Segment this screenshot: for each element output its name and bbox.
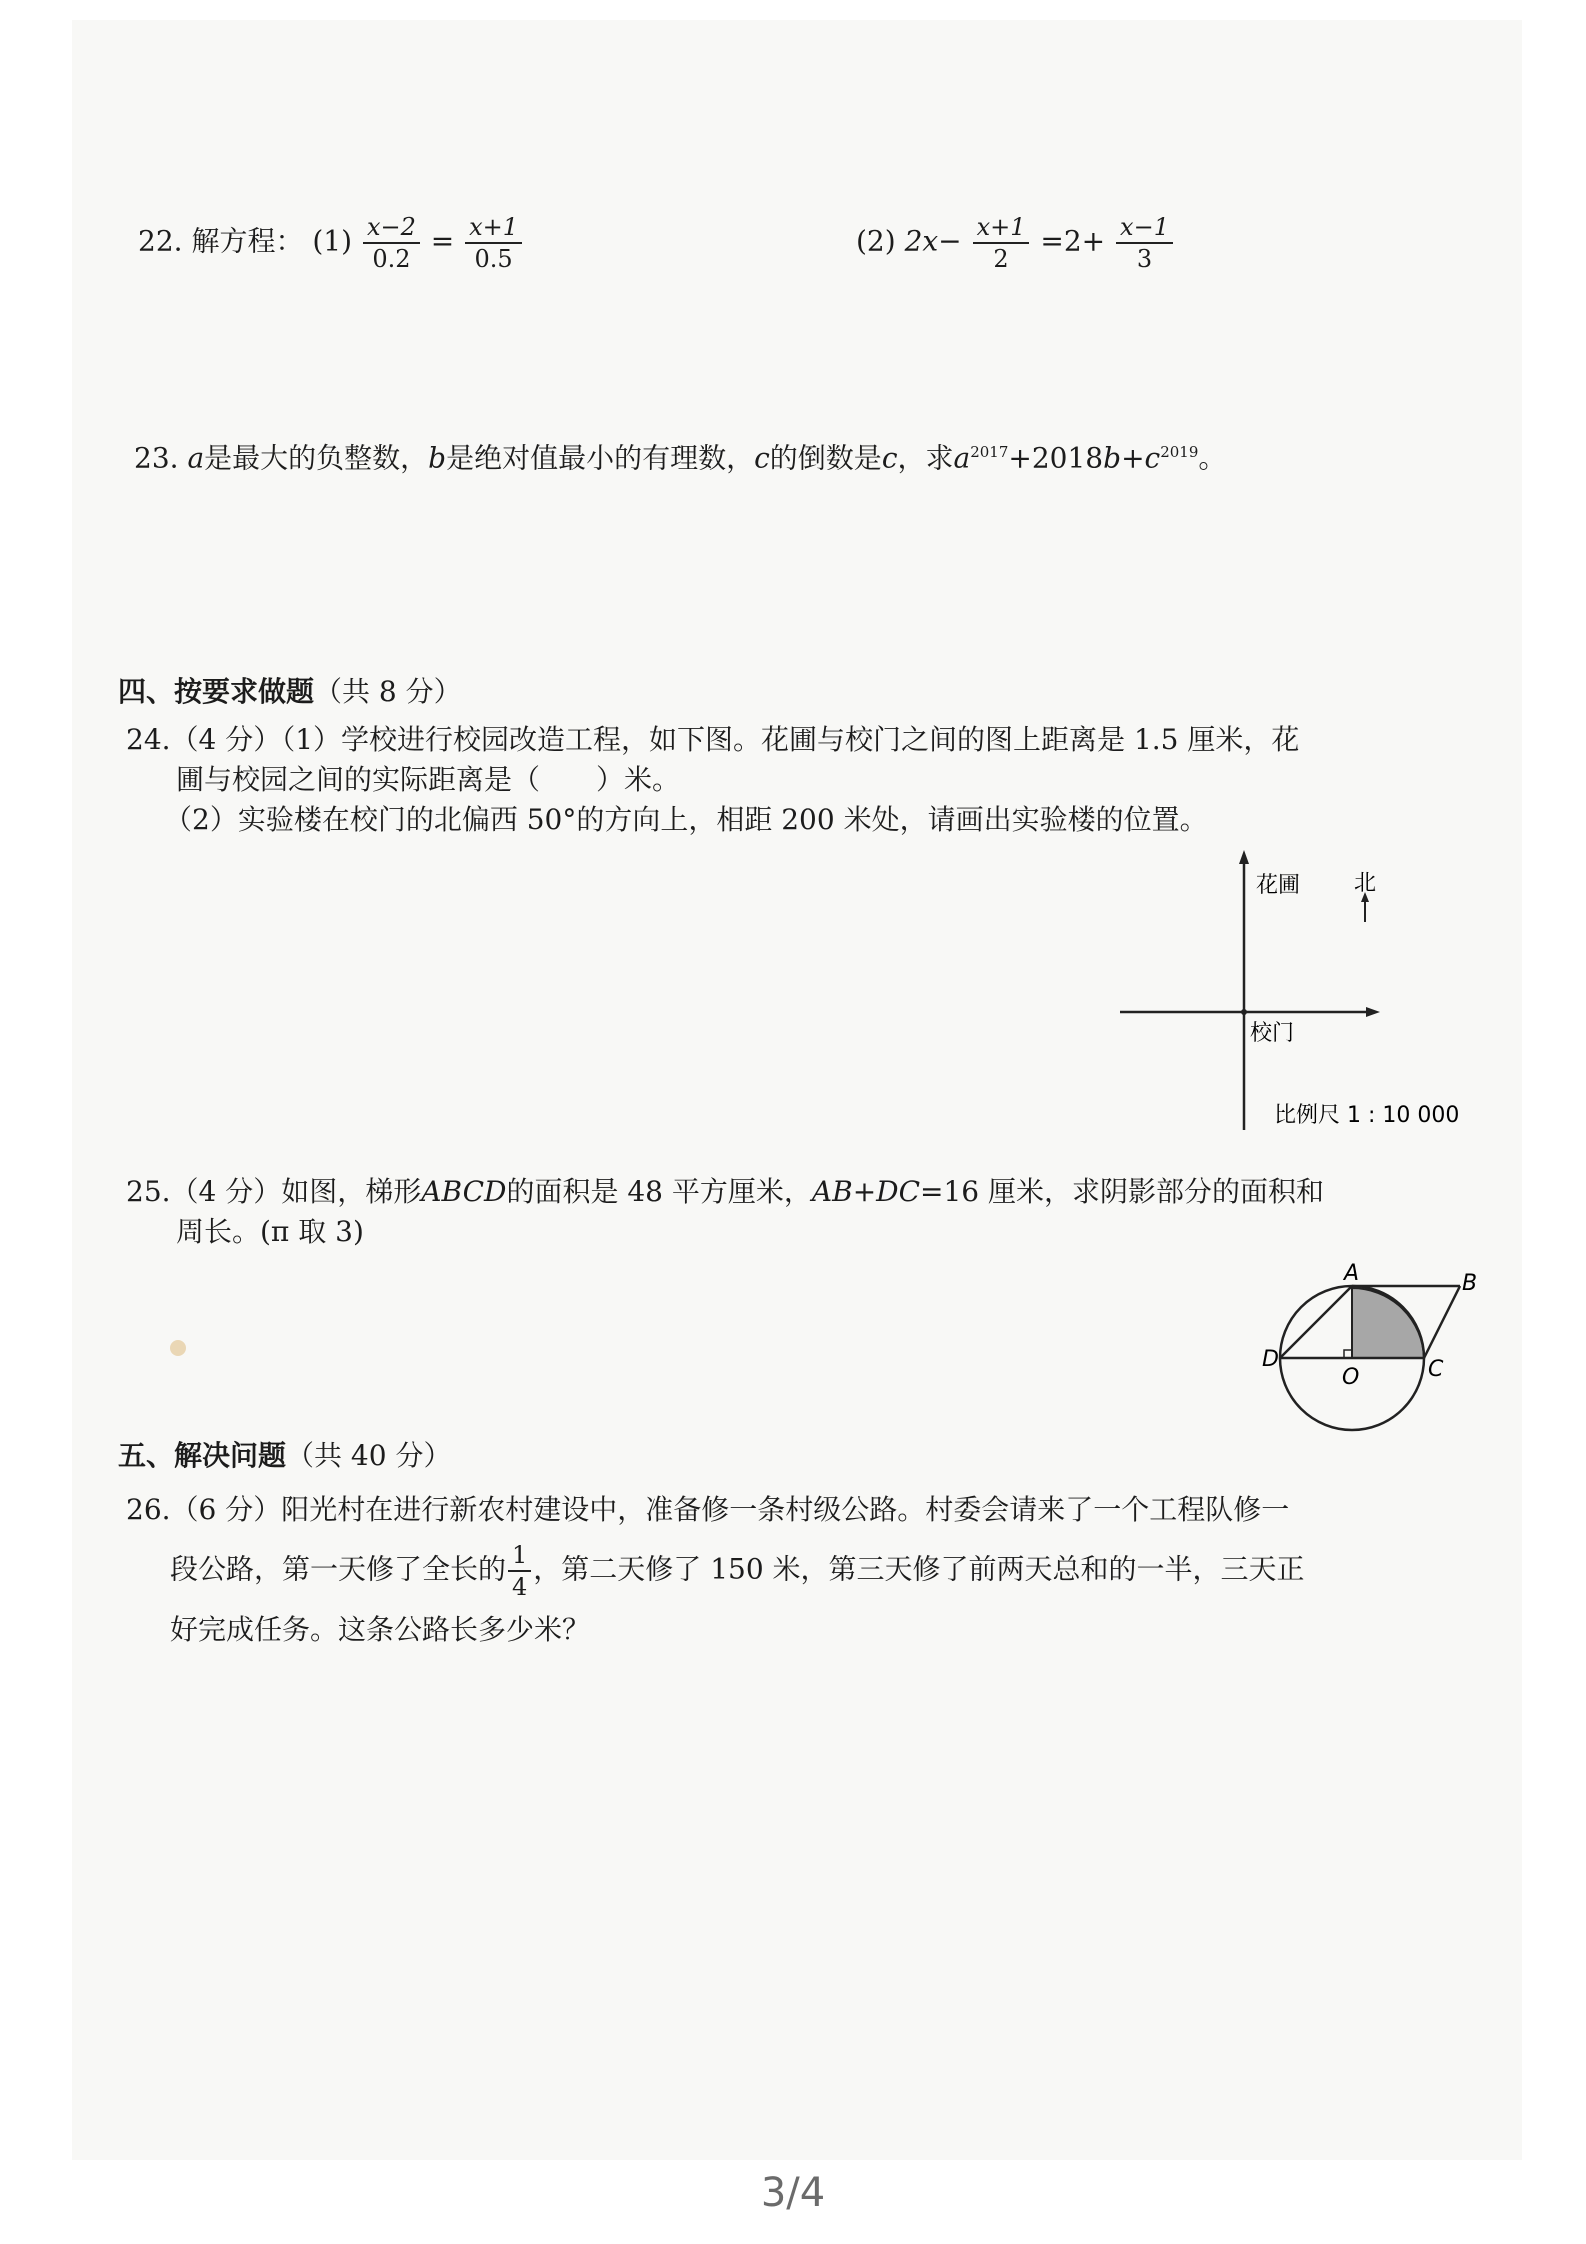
section-points: （共 40 分） [286,1439,452,1472]
label-d: D [1262,1347,1279,1372]
label-garden: 花圃 [1256,873,1301,898]
gate-point [1241,1009,1247,1015]
q22-p2-tag: (2) [856,224,896,258]
exponent: 2017 [970,443,1009,461]
fraction-numerator: x−1 [1116,212,1173,244]
q23-text-4: ，求 [897,441,954,475]
q23-text-6: + [1121,441,1145,475]
q22-part2 [856,212,1175,274]
q23-text [134,432,1226,478]
section-title: 四、按要求做题 [118,675,315,708]
section-5-heading [118,1436,451,1476]
fraction-numerator: x−2 [363,212,420,244]
q25-text-2: 的面积是 48 平方厘米， [506,1175,812,1208]
fraction-denominator: 0.5 [474,245,513,273]
scale-label: 比例尺 1 : 10 000 [1274,1103,1460,1128]
q23-text-2: 是绝对值最小的有理数， [446,441,755,475]
label-north: 北 [1354,871,1377,896]
q22-part1 [138,212,524,274]
fraction-numerator: x+1 [465,212,522,244]
section-4-heading [118,672,462,712]
fraction-numerator: 1 [508,1540,531,1572]
paper-smudge [170,1340,186,1356]
q26-text-2: ，第二天修了 150 米，第三天修了前两天总和的一半，三天正 [533,1552,1305,1586]
shaded-quarter-circle [1352,1288,1424,1358]
q23-text-1: 是最大的负整数， [204,441,429,475]
trapezoid-name: ABCD [421,1175,507,1208]
q23-text-5: +2018 [1008,441,1104,475]
q22-p2-lead: 2x− [904,224,962,258]
q22-p2-fraction2 [1116,212,1173,274]
arrow-right-icon [1366,1007,1380,1017]
page-indicator: 3/4 [760,2170,826,2216]
q25-line2: 周长。(π 取 3) [176,1215,364,1248]
q24-line2: 圃与校园之间的实际距离是（ ）米。 [176,763,681,796]
var-a: a [953,441,971,475]
label-a: A [1344,1261,1360,1286]
var-c: c [1144,441,1161,475]
q25-text-1: 25.（4 分）如图，梯形 [126,1175,422,1208]
q22-p2-fraction1 [973,212,1030,274]
q22-p2-mid: =2+ [1040,224,1106,258]
q26-fraction [508,1540,531,1602]
q23-text-3: 的倒数是 [769,441,882,475]
label-o: O [1342,1365,1360,1390]
q25-line1 [126,1172,1324,1212]
fraction-denominator: 2 [993,245,1009,273]
var-b: b [428,441,447,475]
equals-sign: = [430,224,455,258]
q22-p1-tag: (1) [312,224,353,258]
section-points: （共 8 分） [314,675,462,708]
q22-p1-rhs-fraction [465,212,522,274]
q25-geometry-diagram [1240,1258,1490,1448]
q24-line1: 24.（4 分）（1）学校进行校园改造工程，如下图。花圃与校门之间的图上距离是 1.5 厘米，花 [126,723,1300,756]
fraction-denominator: 4 [512,1573,528,1601]
q24-line3: （2）实验楼在校门的北偏西 50°的方向上，相距 200 米处，请画出实验楼的位置。 [164,803,1208,836]
label-b: B [1462,1271,1478,1296]
q22-number: 22. [138,224,183,258]
exponent: 2019 [1160,443,1199,461]
q22-p1-lhs-fraction [363,212,420,274]
segment-bc [1424,1286,1460,1358]
fraction-denominator: 0.2 [372,245,411,273]
var-a: a [187,441,205,475]
fraction-denominator: 3 [1136,245,1153,273]
q26-text-1: 段公路，第一天修了全长的 [170,1552,507,1586]
q23-number: 23. [134,441,179,475]
fraction-numerator: x+1 [973,212,1030,244]
q24-map-diagram [1110,840,1490,1150]
var-c: c [754,441,770,475]
q26-line2 [170,1540,1305,1602]
q22-label: 解方程： [191,224,304,258]
var-c: c [881,441,898,475]
q26-line3: 好完成任务。这条公路长多少米？ [170,1613,591,1646]
q26-line1: 26.（6 分）阳光村在进行新农村建设中，准备修一条村级公路。村委会请来了一个工程队修一 [126,1493,1290,1526]
label-gate: 校门 [1250,1021,1295,1046]
q23-text-7: 。 [1198,441,1227,475]
section-title: 五、解决问题 [118,1439,287,1472]
q25-text-3: =16 厘米，求阴影部分的面积和 [920,1175,1325,1208]
arrow-up-icon [1239,850,1249,864]
label-c: C [1428,1357,1444,1382]
sum-expression: AB+DC [811,1175,921,1208]
var-b: b [1103,441,1122,475]
